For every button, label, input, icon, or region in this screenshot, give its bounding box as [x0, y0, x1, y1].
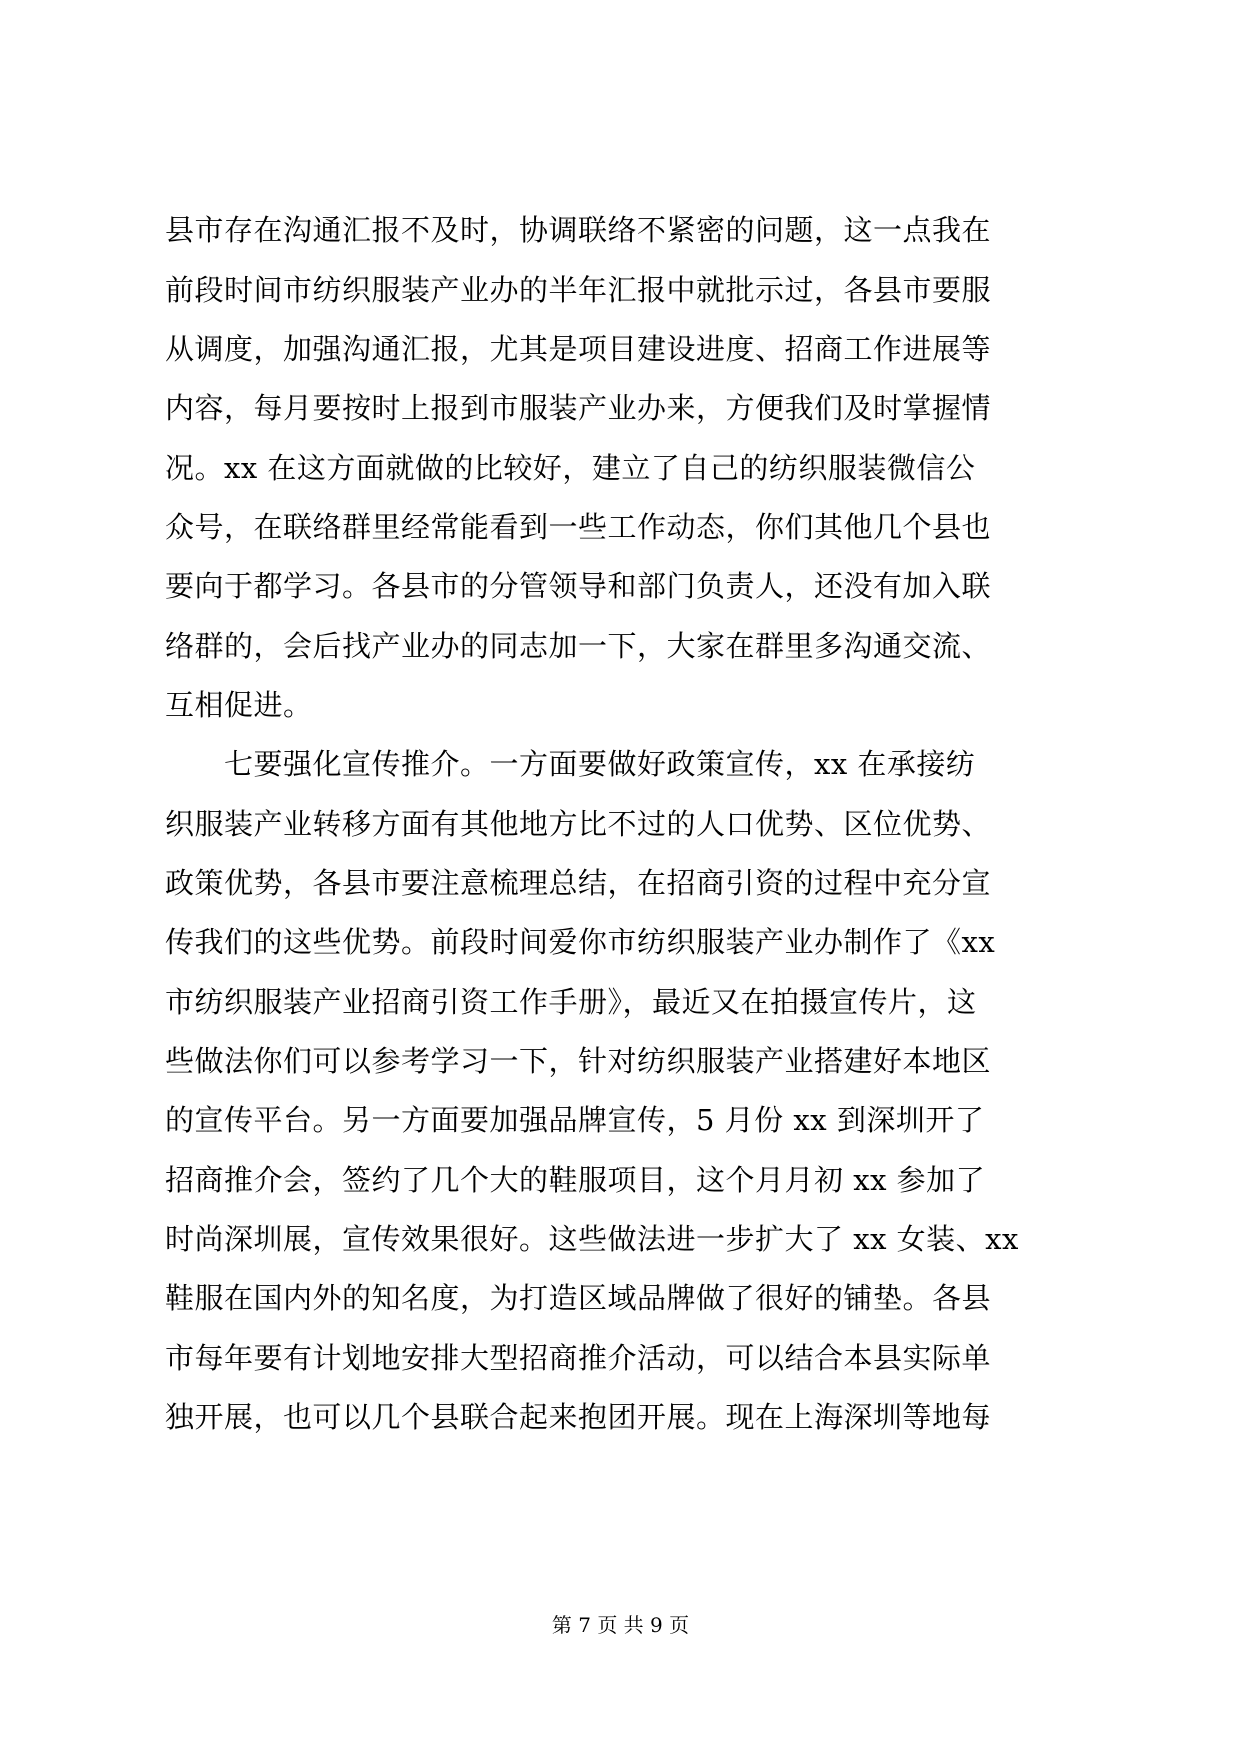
- body-text-line: 况。xx 在这方面就做的比较好，建立了自己的纺织服装微信公: [165, 451, 976, 485]
- paragraph-first-line: 七要强化宣传推介。一方面要做好政策宣传，xx 在承接纺: [224, 747, 976, 781]
- body-text-line: 要向于都学习。各县市的分管领导和部门负责人，还没有加入联: [165, 569, 992, 603]
- body-text-line: 市纺织服装产业招商引资工作手册》，最近又在拍摄宣传片，这: [165, 985, 977, 1019]
- body-text-line: 时尚深圳展，宣传效果很好。这些做法进一步扩大了 xx 女装、xx: [165, 1222, 1019, 1256]
- body-text-line: 市每年要有计划地安排大型招商推介活动，可以结合本县实际单: [165, 1341, 992, 1375]
- body-text-line: 内容，每月要按时上报到市服装产业办来，方便我们及时掌握情: [165, 391, 992, 425]
- body-text-line: 鞋服在国内外的知名度，为打造区域品牌做了很好的铺垫。各县: [165, 1281, 992, 1315]
- body-text-line: 织服装产业转移方面有其他地方比不过的人口优势、区位优势、: [165, 807, 992, 841]
- body-text-line: 独开展，也可以几个县联合起来抱团开展。现在上海深圳等地每: [165, 1400, 992, 1434]
- body-text-line: 县市存在沟通汇报不及时，协调联络不紧密的问题，这一点我在: [165, 213, 992, 247]
- body-text-line: 招商推介会，签约了几个大的鞋服项目，这个月月初 xx 参加了: [165, 1163, 986, 1197]
- body-text-line: 众号，在联络群里经常能看到一些工作动态，你们其他几个县也: [165, 510, 992, 544]
- body-text-line: 前段时间市纺织服装产业办的半年汇报中就批示过，各县市要服: [165, 273, 992, 307]
- body-text-line: 传我们的这些优势。前段时间爱你市纺织服装产业办制作了《xx: [165, 925, 996, 959]
- page-number-footer: 第 7 页 共 9 页: [551, 1613, 690, 1637]
- body-text-line: 从调度，加强沟通汇报，尤其是项目建设进度、招商工作进展等: [165, 332, 992, 366]
- body-text-line: 互相促进。: [165, 688, 313, 722]
- body-text-line: 些做法你们可以参考学习一下，针对纺织服装产业搭建好本地区: [165, 1044, 992, 1078]
- body-text-line: 政策优势，各县市要注意梳理总结，在招商引资的过程中充分宣: [165, 866, 992, 900]
- body-text-line: 的宣传平台。另一方面要加强品牌宣传，5 月份 xx 到深圳开了: [165, 1103, 985, 1137]
- body-text-line: 络群的，会后找产业办的同志加一下，大家在群里多沟通交流、: [165, 629, 992, 663]
